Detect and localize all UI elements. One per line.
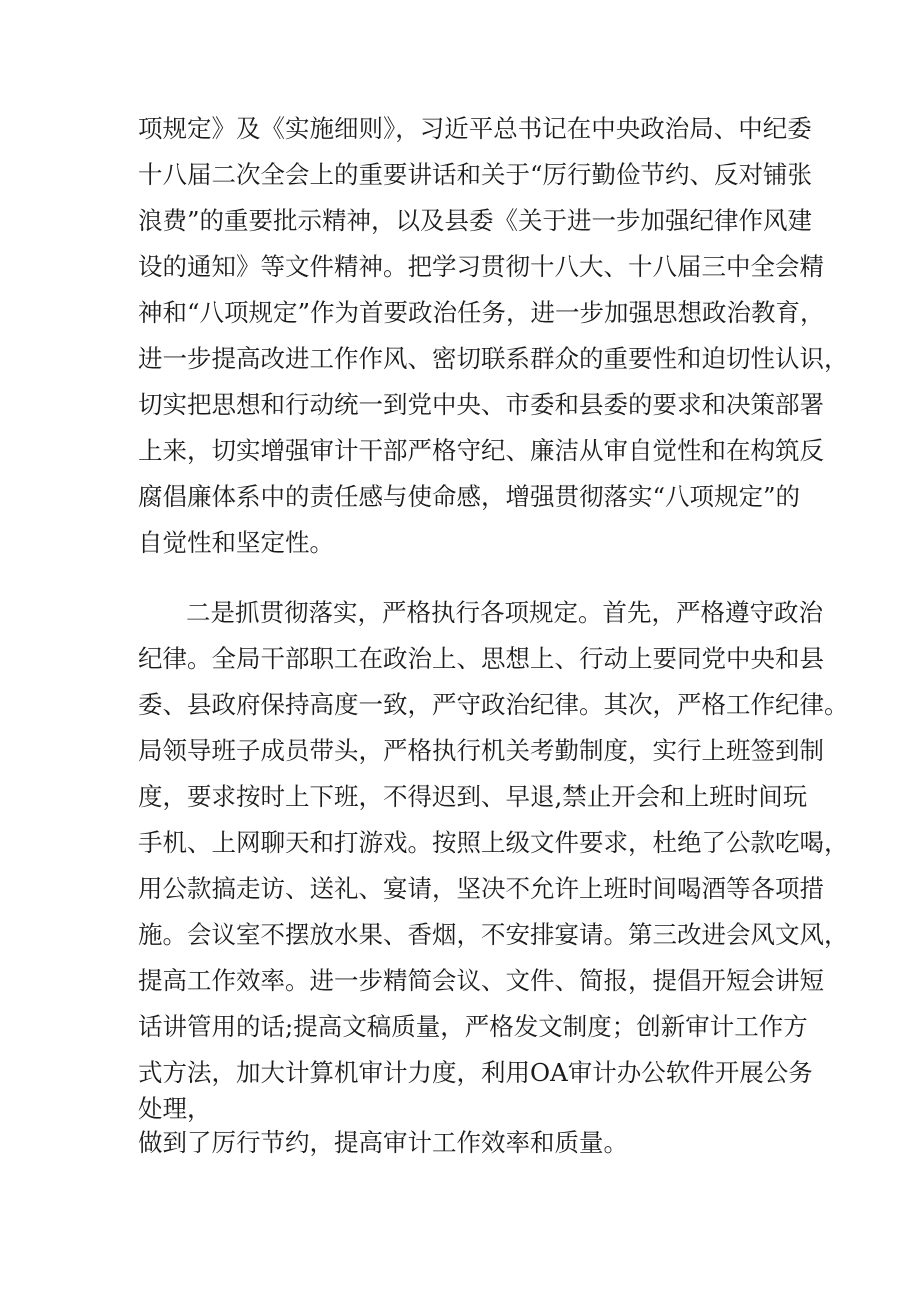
paragraph-1-line-10: 自觉性和坚定性。 — [138, 528, 334, 557]
paragraph-1-line-6: 进一步提高改进工作作风、密切联系群众的重要性和迫切性认识， — [138, 344, 849, 373]
paragraph-1-line-7: 切实把思想和行动统一到党中央、市委和县委的要求和决策部署 — [138, 390, 824, 419]
paragraph-2-line-10: 话讲管用的话;提高文稿质量，严格发文制度；创新审计工作方 — [138, 1012, 808, 1041]
paragraph-2-line-3: 委、县政府保持高度一致，严守政治纪律。其次，严格工作纪律。 — [138, 690, 849, 719]
paragraph-2-line-2: 纪律。全局干部职工在政治上、思想上、行动上要同党中央和县 — [138, 644, 824, 673]
paragraph-1-line-9: 腐倡廉体系中的责任感与使命感，增强贯彻落实“八项规定”的 — [138, 482, 801, 511]
paragraph-1-line-2: 十八届二次全会上的重要讲话和关于“厉行勤俭节约、反对铺张 — [138, 160, 813, 189]
paragraph-1-line-5: 神和“八项规定”作为首要政治任务，进一步加强思想政治教育， — [138, 298, 825, 327]
paragraph-2-line-12: 处理， — [138, 1094, 212, 1123]
paragraph-2-line-6: 手机、上网聊天和打游戏。按照上级文件要求，杜绝了公款吃喝， — [138, 828, 849, 857]
paragraph-1-line-1: 项规定》及《实施细则》，习近平总书记在中央政治局、中纪委 — [138, 114, 812, 143]
paragraph-1-line-8: 上来，切实增强审计干部严格守纪、廉洁从审自觉性和在构筑反 — [138, 436, 824, 465]
paragraph-2-line-13: 做到了厉行节约，提高审计工作效率和质量。 — [138, 1128, 628, 1157]
paragraph-2-line-4: 局领导班子成员带头，严格执行机关考勤制度，实行上班签到制 — [138, 736, 824, 765]
paragraph-2-line-1: 二是抓贯彻落实，严格执行各项规定。首先，严格遵守政治 — [186, 598, 823, 627]
paragraph-2-line-5: 度，要求按时上下班，不得迟到、早退,禁止开会和上班时间玩 — [138, 782, 808, 811]
paragraph-1-line-4: 设的通知》等文件精神。把学习贯彻十八大、十八届三中全会精 — [138, 252, 824, 281]
paragraph-2-line-9: 提高工作效率。进一步精简会议、文件、简报，提倡开短会讲短 — [138, 966, 824, 995]
paragraph-1-line-3: 浪费”的重要批示精神，以及县委《关于进一步加强纪律作风建 — [138, 206, 813, 235]
paragraph-2-line-8: 施。会议室不摆放水果、香烟，不安排宴请。第三改进会风文风， — [138, 920, 849, 949]
paragraph-2-line-7: 用公款搞走访、送礼、宴请，坚决不允许上班时间喝酒等各项措 — [138, 874, 824, 903]
paragraph-2-line-11: 式方法，加大计算机审计力度，利用OA审计办公软件开展公务 — [138, 1058, 813, 1087]
